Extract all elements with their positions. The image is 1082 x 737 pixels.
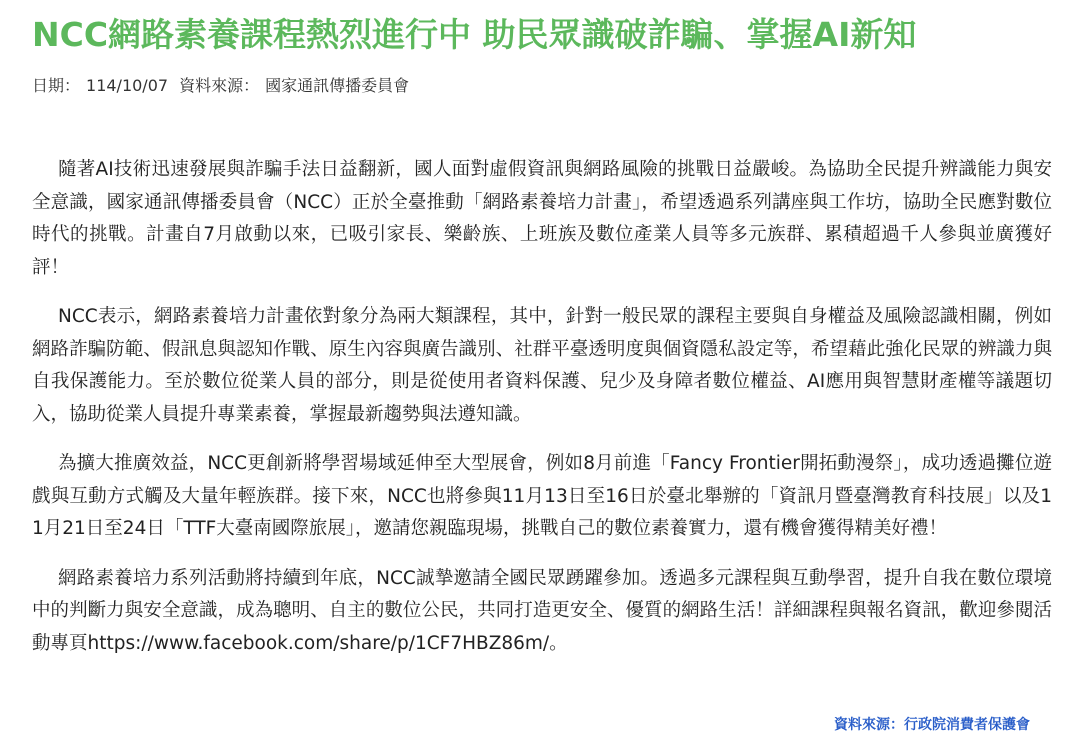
footer-source: 資料來源：行政院消費者保護會 — [834, 717, 1030, 733]
paragraph-2: NCC表示，網路素養培力計畫依對象分為兩大類課程，其中，針對一般民眾的課程主要與自身權益及風險認識相關，例如網路詐騙防範、假訊息與認知作戰、原生內容與廣告識別、社群平臺透明度與個資隱私設定等，希望藉此強化民眾的辨識力與自我保護能力。至於數位從業人員的部分，則是從使用者資料保護、兒少及身障者數位權益、AI應用與智慧財產權等議題切入，協助從業人員提升專業素養，掌握最新趨勢與法遵知識。 — [32, 306, 1052, 425]
date-label: 日期： — [32, 76, 81, 95]
paragraph-4: 網路素養培力系列活動將持續到年底，NCC誠摯邀請全國民眾踴躍參加。透過多元課程與互動學習，提升自我在數位環境中的判斷力與安全意識，成為聰明、自主的數位公民，共同打造更安全、優質的網路生活！詳細課程與報名資訊，歡迎參閱活動專頁https://www.facebook.com/share/p/1CF7HBZ86m/。 — [32, 567, 1052, 654]
article-date: 114/10/07 — [86, 76, 169, 95]
article-source: 國家通訊傳播委員會 — [265, 76, 410, 95]
article-meta — [32, 75, 415, 97]
article-title: NCC網路素養課程熱烈進行中 助民眾識破詐騙、掌握AI新知 — [32, 15, 917, 54]
article-body — [32, 154, 1052, 677]
paragraph-1: 隨著AI技術迅速發展與詐騙手法日益翻新，國人面對虛假資訊與網路風險的挑戰日益嚴峻。為協助全民提升辨識能力與安全意識，國家通訊傳播委員會（NCC）正於全臺推動「網路素養培力計畫」，希望透過系列講座與工作坊，協助全民應對數位時代的挑戰。計畫自7月啟動以來，已吸引家長、樂齡族、上班族及數位產業人員等多元族群、累積超過千人參與並廣獲好評！ — [32, 159, 1052, 278]
source-label: 資料來源： — [179, 76, 260, 95]
paragraph-3: 為擴大推廣效益，NCC更創新將學習場域延伸至大型展會，例如8月前進「Fancy Frontier開拓動漫祭」，成功透過攤位遊戲與互動方式觸及大量年輕族群。接下來，NCC也將參與11月13日至16日於臺北舉辦的「資訊月暨臺灣教育科技展」以及11月21日至24日「TTF大臺南國際旅展」，邀請您親臨現場，挑戰自己的數位素養實力，還有機會獲得精美好禮！ — [32, 453, 1052, 539]
